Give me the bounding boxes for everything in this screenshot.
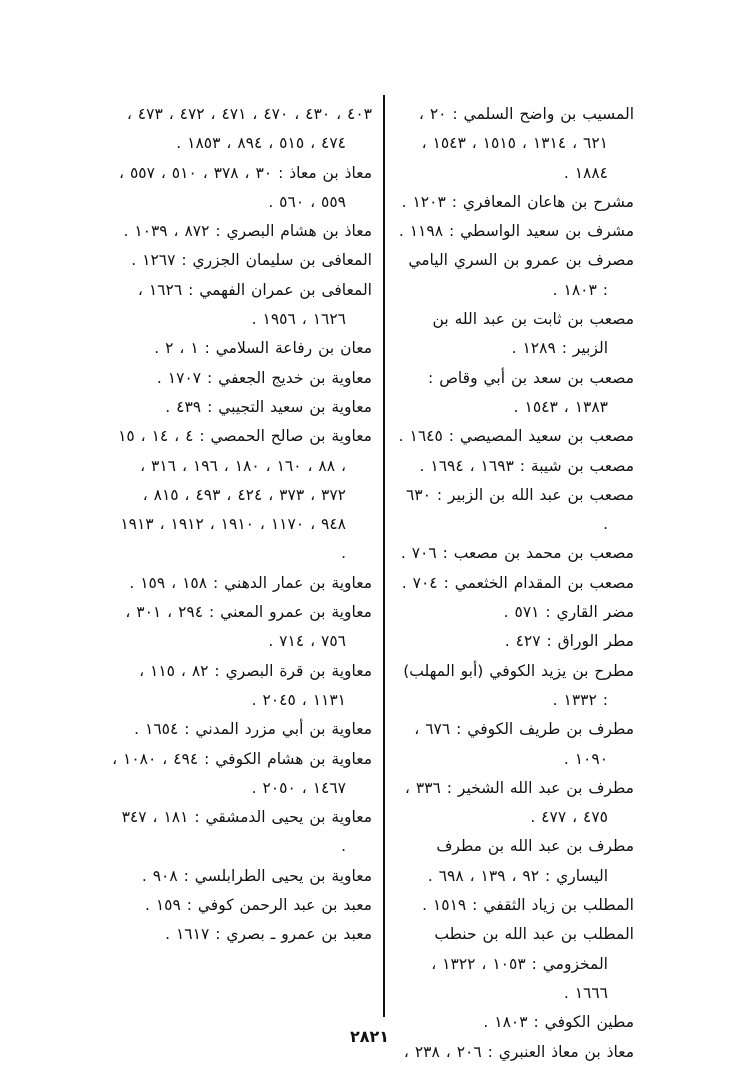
- index-entry: المسيب بن واضح السلمي : ٢٠ ، ٦٢١ ، ١٣١٤ ، ١٥١٥ ، ١٥٤٣ ، ١٨٨٤ .: [418, 105, 634, 182]
- index-entry: المطلب بن عبد الله بن حنطب المخزومي : ١٠٥٣ ، ١٣٢٢ ، ١٦٦٦ .: [431, 925, 634, 1002]
- index-entry: معبد بن عمرو ـ بصري : ١٦١٧ .: [165, 925, 372, 944]
- index-entry: مصرف بن عمرو بن السري اليامي : ١٨٠٣ .: [408, 251, 634, 299]
- index-entry: معاوية بن يحيى الطرابلسي : ٩٠٨ .: [141, 866, 372, 885]
- index-entry: معاوية بن هشام الكوفي : ٤٩٤ ، ١٠٨٠ ، ١٤٦٧ ، ٢٠٥٠ .: [112, 749, 372, 797]
- index-entry: معاوية بن قرة البصري : ٨٢ ، ١١٥ ، ١١٣١ ، ٢٠٤٥ .: [139, 661, 372, 709]
- column-divider: [383, 95, 385, 1017]
- index-entry: المطلب بن زياد الثقفي : ١٥١٩ .: [422, 896, 634, 915]
- index-entry: مطرف بن عبد الله بن مطرف اليساري : ٩٢ ، ١٣٩ ، ٦٩٨ .: [427, 837, 634, 885]
- right-column: [398, 100, 634, 1061]
- index-entry: مصعب بن شيبة : ١٦٩٣ ، ١٦٩٤ .: [419, 456, 634, 475]
- index-entry: مصعب بن المقدام الخثعمي : ٧٠٤ .: [401, 573, 634, 592]
- index-entry: مصعب بن سعيد المصيصي : ١٦٤٥ .: [398, 427, 634, 446]
- page-number: ٢٨٢١: [349, 1027, 390, 1046]
- index-entry: معاوية بن عمرو المعني : ٢٩٤ ، ٣٠١ ، ٧٥٦ ، ٧١٤ .: [125, 603, 372, 651]
- index-entry: مطرح بن يزيد الكوفي (أبو المهلب) : ١٣٣٢ .: [403, 661, 634, 709]
- index-entry: مصعب بن عبد الله بن الزبير : ٦٣٠ .: [405, 485, 634, 534]
- index-entry: معاذ بن هشام البصري : ٨٧٢ ، ١٠٣٩ .: [123, 222, 372, 241]
- index-entry: معاذ بن معاذ العنبري : ٢٠٦ ، ٢٣٨ ،: [403, 1042, 634, 1061]
- index-entry: معاوية بن سعيد التجيبي : ٤٣٩ .: [165, 397, 372, 416]
- index-entry: مصعب بن ثابت بن عبد الله بن الزبير : ١٢٨٩ .: [432, 310, 634, 358]
- index-entry: ٤٠٣ ، ٤٣٠ ، ٤٧٠ ، ٤٧١ ، ٤٧٢ ، ٤٧٣ ، ٤٧٤ ، ٥١٥ ، ٨٩٤ ، ١٨٥٣ .: [126, 105, 372, 153]
- index-entry: معاوية بن خديج الجعفي : ١٧٠٧ .: [156, 368, 372, 387]
- index-entry: معاوية بن أبي مزرد المدني : ١٦٥٤ .: [134, 720, 372, 739]
- index-entry: مشرح بن هاعان المعافري : ١٢٠٣ .: [401, 192, 634, 211]
- index-entry: معاذ بن معاذ : ٣٠ ، ٣٧٨ ، ٥١٠ ، ٥٥٧ ، ٥٥٩ ، ٥٦٠ .: [119, 163, 372, 211]
- index-entry: مطر الوراق : ٤٢٧ .: [504, 632, 634, 651]
- index-entry: مصعب بن محمد بن مصعب : ٧٠٦ .: [400, 544, 634, 563]
- left-column: [112, 100, 372, 1000]
- index-entry: مصعب بن سعد بن أبي وقاص : ١٣٨٣ ، ١٥٤٣ .: [428, 368, 634, 416]
- index-entry: معبد بن عبد الرحمن كوفي : ١٥٩ .: [144, 896, 372, 915]
- index-entry: مطين الكوفي : ١٨٠٣ .: [483, 1013, 634, 1032]
- index-entry: مشرف بن سعيد الواسطي : ١١٩٨ .: [398, 222, 634, 241]
- index-entry: المعافى بن سليمان الجزري : ١٢٦٧ .: [131, 251, 372, 270]
- index-entry: معاوية بن صالح الحمصي : ٤ ، ١٤ ، ١٥ ، ٨٨ ، ١٦٠ ، ١٨٠ ، ١٩٦ ، ٣١٦ ، ٣٧٢ ، ٣٧٣ ، ٤٢٤ ، ٤٩٣ ، ٨١٥ ، ٩٤٨ ، ١١٧٠ ، ١٩١٠ ، ١٩١٢ ، ١٩١٣ .: [118, 427, 372, 563]
- index-entry: مضر القاري : ٥٧١ .: [503, 603, 634, 622]
- index-entry: مطرف بن عبد الله الشخير : ٣٣٦ ، ٤٧٥ ، ٤٧٧ .: [404, 778, 634, 827]
- index-entry: المعافى بن عمران الفهمي : ١٦٢٦ ، ١٦٢٦ ، ١٩٥٦ .: [137, 280, 372, 329]
- index-entry: مطرف بن طريف الكوفي : ٦٧٦ ، ١٠٩٠ .: [414, 720, 634, 768]
- index-entry: معاوية بن عمار الدهني : ١٥٨ ، ١٥٩ .: [129, 573, 372, 592]
- index-entry: معان بن رفاعة السلامي : ١ ، ٢ .: [154, 339, 372, 358]
- index-entry: معاوية بن يحيى الدمشقي : ١٨١ ، ٣٤٧ .: [121, 808, 372, 856]
